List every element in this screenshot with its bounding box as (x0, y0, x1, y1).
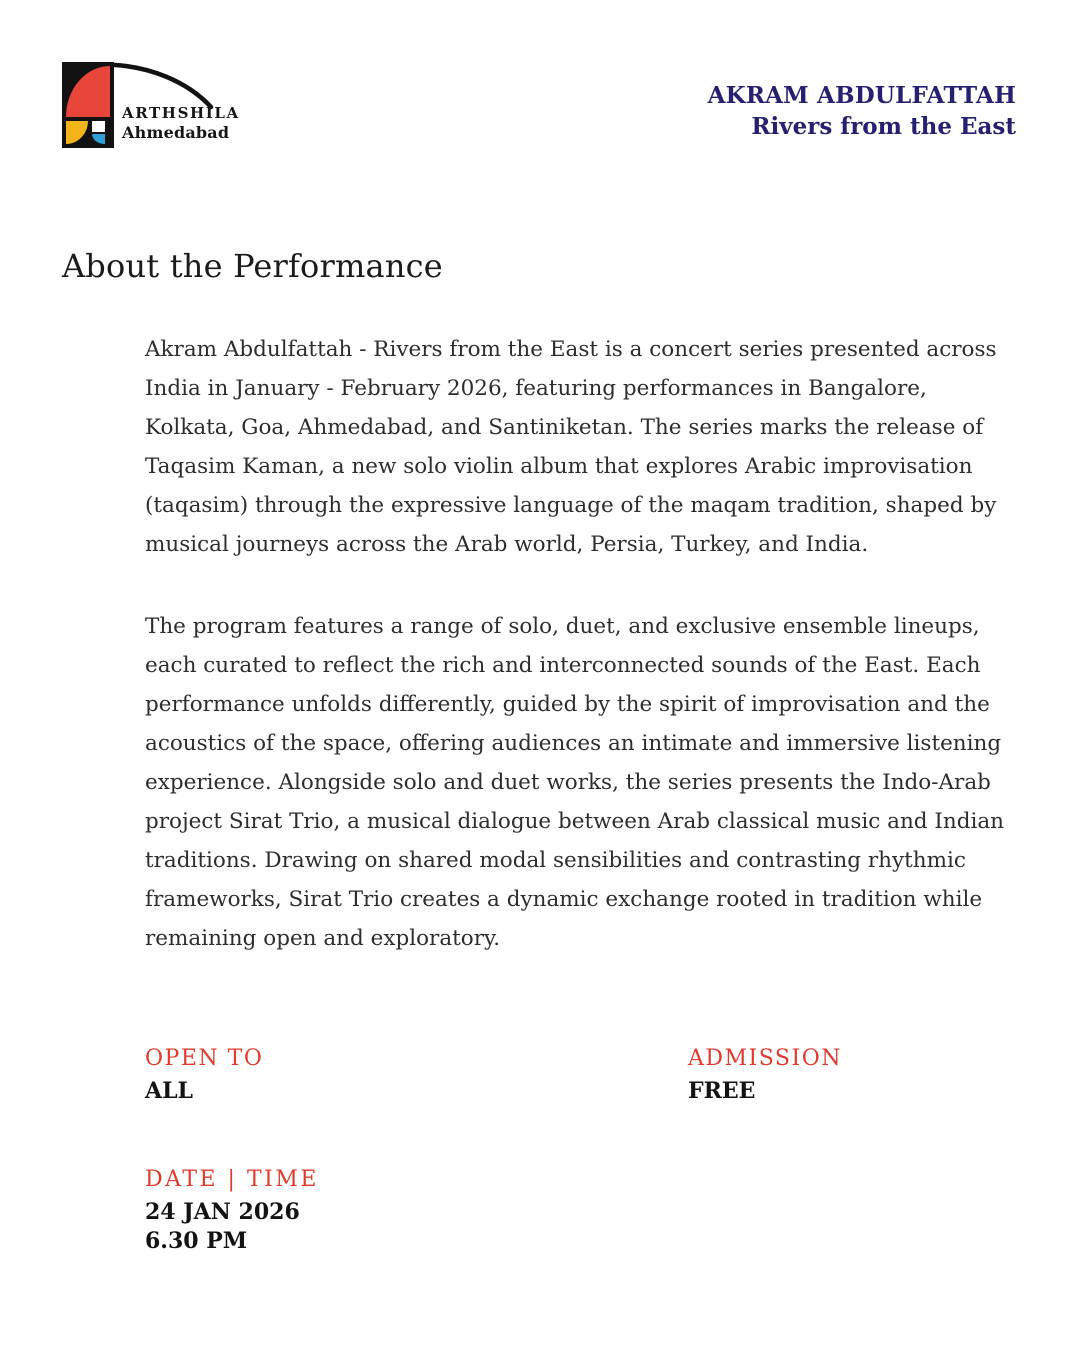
event-header (708, 80, 1016, 142)
time-value: 6.30 PM (145, 1228, 248, 1254)
event-meta-row (145, 1046, 842, 1106)
about-text (145, 330, 1023, 958)
open-to-block (145, 1046, 688, 1106)
open-to-value: ALL (145, 1078, 194, 1104)
arthshila-logo (62, 62, 302, 157)
about-paragraph-1: Akram Abdulfattah - Rivers from the East is a concert series presented across India in January - February 2026, featuring performances in Bangalore, Kolkata, Goa, Ahmedabad, and Santiniketan. The series marks the release of Taqasim Kaman, a new solo violin album that explores Arabic improvisation (taqasim) through the expressive language of the maqam tradition, shaped by musical journeys across the Arab world, Persia, Turkey, and India. (145, 337, 997, 557)
logo-name: ARTHSHILA (122, 104, 240, 122)
about-paragraph-2: The program features a range of solo, duet, and exclusive ensemble lineups, each curated to reflect the rich and interconnected sounds of the East. Each performance unfolds differently, guided by the spirit of improvisation and the acoustics of the space, offering audiences an intimate and immersive listening experience. Alongside solo and duet works, the series presents the Indo-Arab project Sirat Trio, a musical dialogue between Arab classical music and Indian traditions. Drawing on shared modal sensibilities and contrasting rhythmic frameworks, Sirat Trio creates a dynamic exchange rooted in tradition while remaining open and exploratory. (145, 614, 1005, 951)
open-to-label: OPEN TO (145, 1046, 264, 1071)
artist-name: AKRAM ABDULFATTAH (707, 82, 1016, 109)
date-value: 24 JAN 2026 (145, 1199, 300, 1225)
admission-label: ADMISSION (688, 1046, 842, 1071)
datetime-block (145, 1167, 319, 1256)
admission-value: FREE (688, 1078, 756, 1104)
logo-city: Ahmedabad (122, 123, 230, 142)
admission-block (688, 1046, 842, 1106)
logo-wordmark (122, 104, 240, 142)
event-name: Rivers from the East (751, 113, 1016, 140)
datetime-label: DATE | TIME (145, 1167, 319, 1192)
page-title: About the Performance (62, 247, 443, 285)
